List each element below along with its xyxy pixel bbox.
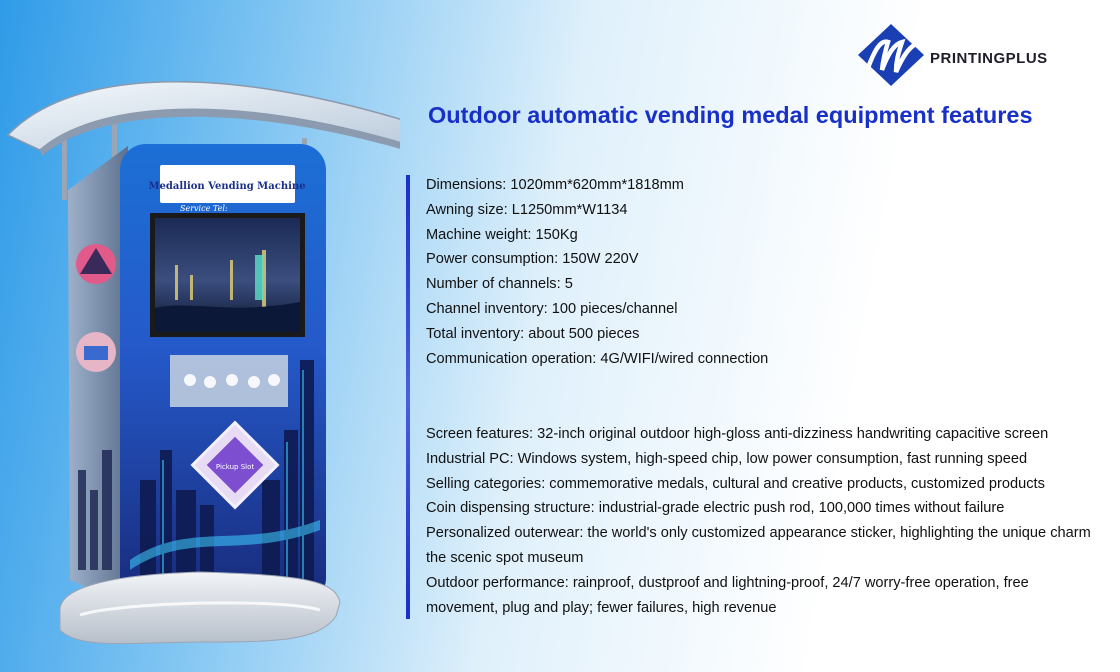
- spec-item-dimensions: Dimensions: 1020mm*620mm*1818mm: [426, 177, 684, 193]
- spec-item-channels: Number of channels: 5: [426, 276, 573, 293]
- spec-item-industrial-pc: Industrial PC: Windows system, high-speed chip, low power consumption, fast running speed: [426, 450, 1028, 467]
- vending-machine-illustration: [0, 50, 400, 672]
- stylized-m-wing-icon: [858, 22, 928, 88]
- dispense-slot-label: Pickup Slot: [215, 463, 255, 471]
- accent-divider: [406, 175, 410, 619]
- spec-item-selling-categories: Selling categories: commemorative medals, cultural and creative products, customized products: [426, 475, 1045, 492]
- spec-item-screen: Screen features: 32-inch original outdoor high-gloss anti-dizziness handwriting capacitive screen: [426, 426, 1049, 442]
- brand-name: PRINTINGPLUS: [930, 50, 1048, 67]
- spec-item-power: Power consumption: 150W 220V: [426, 251, 639, 268]
- spec-item-channel-inventory: Channel inventory: 100 pieces/channel: [426, 300, 678, 317]
- spec-item-outdoor-performance: Outdoor performance: rainproof, dustproof and lightning-proof, 24/7 worry-free operation, free movement, plug and play; fewer failures, high revenue: [426, 574, 1029, 616]
- machine-service-label: Service Tel:: [180, 204, 228, 213]
- spec-item-weight: Machine weight: 150Kg: [426, 226, 578, 243]
- page-title: Outdoor automatic vending medal equipment features: [428, 102, 1033, 128]
- spec-item-coin-dispensing: Coin dispensing structure: industrial-grade electric push rod, 100,000 times without failure: [426, 500, 1005, 517]
- spec-item-awning-size: Awning size: L1250mm*W1134: [426, 201, 628, 218]
- spec-item-outerwear: Personalized outerwear: the world's only customized appearance sticker, highlighting the unique charm the scenic spot museum: [426, 525, 1091, 566]
- brand-logo: [858, 22, 1088, 88]
- machine-header-title: Medallion Vending Machine: [148, 181, 306, 192]
- spec-list-features: [426, 422, 1096, 620]
- spec-item-total-inventory: Total inventory: about 500 pieces: [426, 325, 640, 342]
- spec-item-communication: Communication operation: 4G/WIFI/wired connection: [426, 350, 769, 367]
- spec-list-basic: [426, 173, 768, 371]
